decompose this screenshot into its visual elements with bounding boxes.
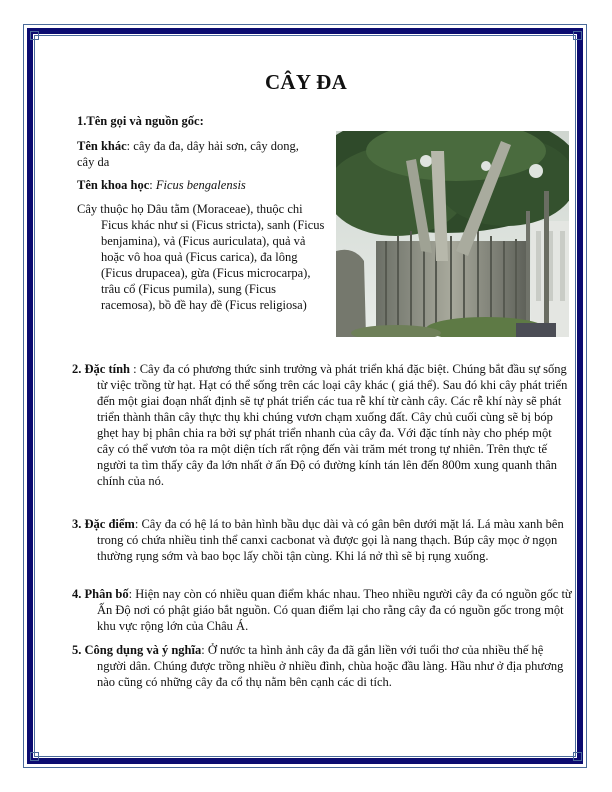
border-corner-bottom-right: [573, 752, 582, 761]
other-names-text: : cây đa đa, dây hải sơn, cây dong, cây da: [77, 139, 299, 169]
section-5-text: : Ở nước ta hình ảnh cây đa đã gắn liền với tuổi thơ của nhiều thế hệ người dân. Chúng được trồng nhiều ở nhiều đình, chùa hoặc đầu làng. Hầu như ở địa phương nào cũng có những cây đa cổ thụ nằm bên cạnh các di tích.: [97, 643, 564, 689]
section-2-text: : Cây đa có phương thức sinh trưởng và phát triển khá đặc biệt. Chúng bắt đầu sự sống từ việc trồng từ hạt. Hạt có thể sống trên các loại cây khác ( giá thể). Sau đó khi cây phát triển đến một giai đoạn nhất định sẽ tự phát triển các tua rễ khí từ cành cây. Các rễ khí này sẽ phát triển thành thân cây thực thụ khi chúng vươn chạm xuống đất. Cây chủ cuối cùng sẽ bị bóp ghẹt hay bị phân chia ra bởi sự phát triển nhanh của cây đa. Với đặc tính này cho phép một cây có thể vươn tỏa ra một diện tích rất rộng đến vài trăm mét trong tự nhiên. Trên thực tế người ta tìm thấy cây đa lớn nhất ở ấn Độ có đường kính tán lên đến 800m xung quanh thân chính của nó.: [97, 362, 568, 488]
scientific-name-label: Tên khoa học: [77, 178, 150, 192]
scientific-name-paragraph: [77, 177, 327, 193]
section-2-characteristics: [72, 361, 572, 489]
section-4-text: : Hiện nay còn có nhiều quan điểm khác nhau. Theo nhiều người cây đa có nguồn gốc từ Ấn Độ nơi có phật giáo bắt nguồn. Có quan điểm lại cho rằng cây đa có nguồn gốc trong một khu vực rộng lớn của Châu Á.: [97, 587, 572, 633]
border-corner-top-left: [30, 31, 39, 40]
section-3-text: : Cây đa có hệ lá to bản hình bầu dục dài và có gân bên dưới mặt lá. Lá màu xanh bên trong có chứa nhiều tinh thể canxi cacbonat và được gọi là nang thạch. Búp cây mọc ở ngọn thường rụng sớm và bao bọc lấy chồi tận cùng. Khi lá nở thì sẽ bị rụng xuống.: [97, 517, 564, 563]
section-2-label: 2. Đặc tính: [72, 362, 130, 376]
other-names-paragraph: [77, 138, 317, 170]
section-3-features: [72, 516, 572, 564]
other-names-label: Tên khác: [77, 139, 127, 153]
section-4-distribution: [72, 586, 572, 634]
family-paragraph: Cây thuộc họ Dâu tằm (Moraceae), thuộc chi Ficus khác như si (Ficus stricta), sanh (Ficus benjamina), vả (Ficus auriculata), quả vả hoặc vô hoa quả (Ficus carica), đa lông (Ficus drupacea), gừa (Ficus microcarpa), trâu cổ (Ficus pumila), sung (Ficus racemosa), bồ đề hay đề (Ficus religiosa): [77, 202, 325, 312]
scientific-name-value: Ficus bengalensis: [155, 178, 246, 192]
section-1-heading: 1.Tên gọi và nguồn gốc:: [77, 114, 204, 128]
border-corner-bottom-left: [30, 752, 39, 761]
section-3-label: 3. Đặc điểm: [72, 517, 135, 531]
section-4-label: 4. Phân bố: [72, 587, 129, 601]
page-title: CÂY ĐA: [264, 70, 348, 94]
border-corner-top-right: [573, 31, 582, 40]
banyan-tree-photo: [336, 131, 569, 337]
scientific-name-separator: :: [149, 178, 156, 192]
section-5-label: 5. Công dụng và ý nghĩa: [72, 643, 202, 657]
section-5-uses: [72, 642, 572, 690]
